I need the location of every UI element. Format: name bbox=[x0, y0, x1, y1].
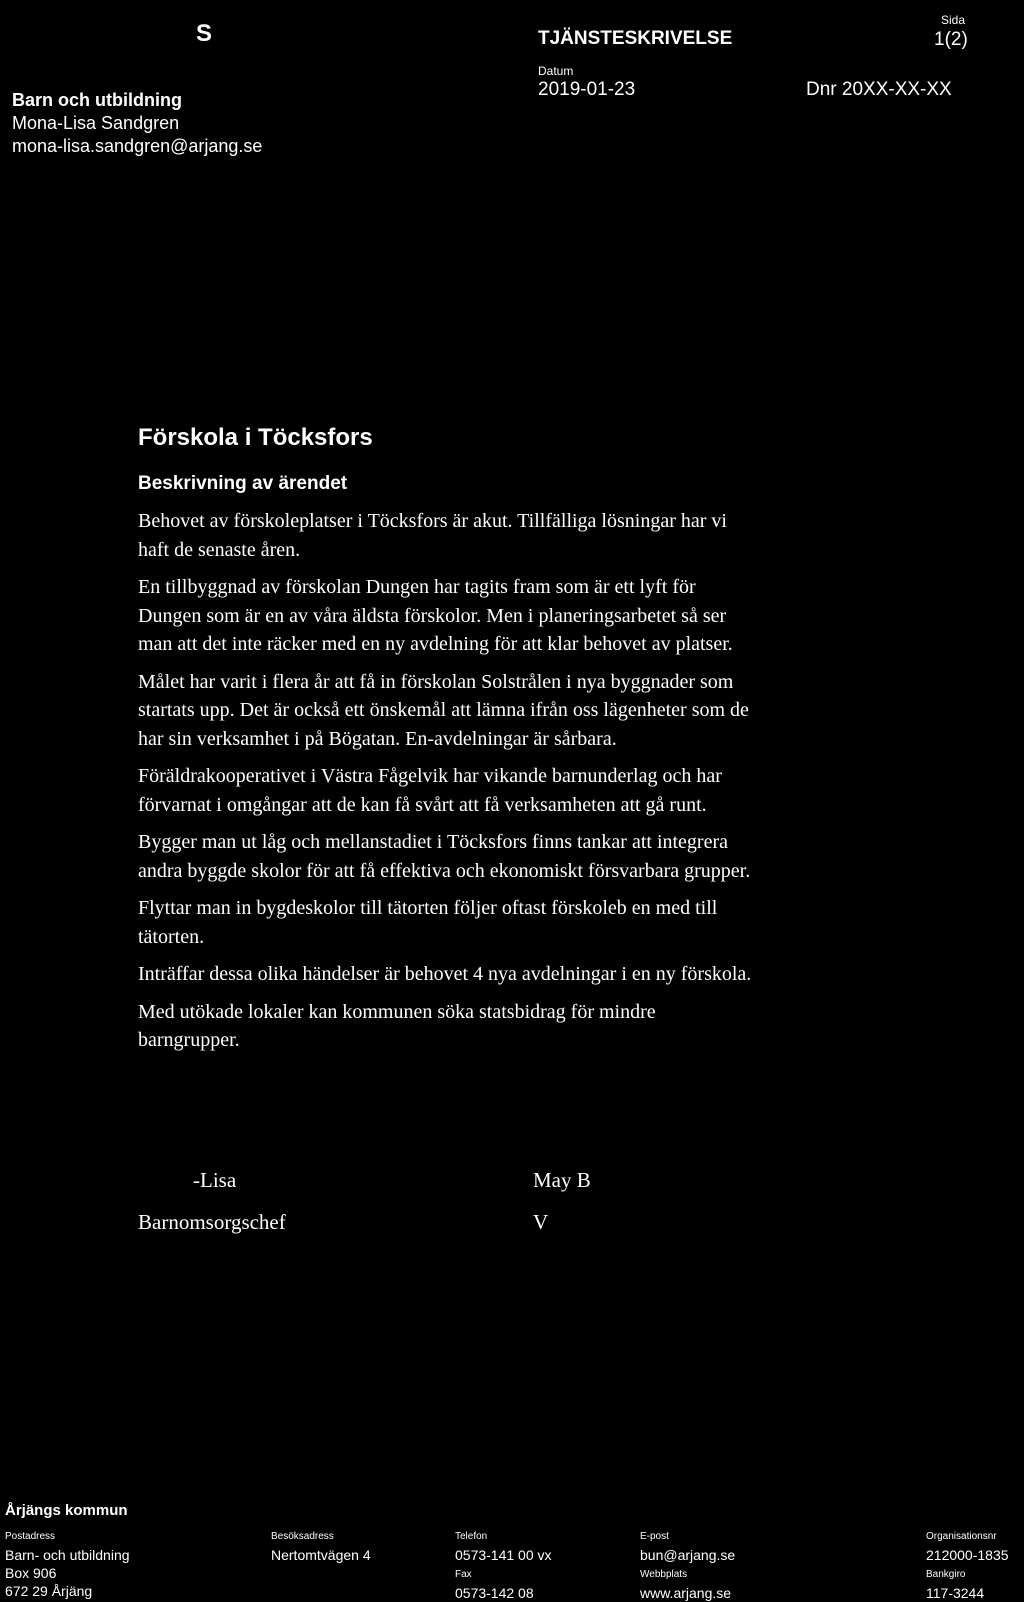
signature-left-title: Barnomsorgschef bbox=[138, 1210, 286, 1234]
date-label: Datum bbox=[538, 64, 574, 78]
phone-label: Telefon bbox=[455, 1531, 488, 1542]
visit-label: Besöksadress bbox=[271, 1531, 334, 1542]
author-email: mona-lisa.sandgren@arjang.se bbox=[12, 136, 263, 156]
paragraph: Inträffar dessa olika händelser är behovet 4 nya avdelningar i en ny förskola. bbox=[138, 963, 752, 985]
email-value: bun@arjang.se bbox=[640, 1547, 736, 1563]
phone-value: 0573-141 00 vx bbox=[455, 1547, 552, 1563]
postal-line: Box 906 bbox=[5, 1565, 57, 1581]
logo-letter: S bbox=[196, 20, 213, 47]
registration-number: Dnr 20XX-XX-XX bbox=[806, 79, 952, 100]
web-label: Webbplats bbox=[640, 1569, 688, 1580]
bankgiro-value: 117-3244 bbox=[926, 1585, 985, 1601]
department-name: Barn och utbildning bbox=[12, 90, 182, 110]
footer-visit bbox=[271, 1530, 371, 1564]
author-name: Mona-Lisa Sandgren bbox=[12, 113, 180, 133]
footer-organization: Årjängs kommun bbox=[5, 1502, 128, 1519]
paragraph: Föräldrakooperativet i Västra Fågelvik har vikande barnunderlag och har förvarnat i omgångar att de kan få svårt att få verksamheten att gå runt. bbox=[138, 765, 722, 816]
footer-orgnr bbox=[926, 1530, 1009, 1564]
web-value: www.arjang.se bbox=[640, 1585, 732, 1601]
page-number: 1(2) bbox=[934, 29, 968, 50]
footer-email bbox=[640, 1530, 735, 1564]
footer-web bbox=[640, 1568, 731, 1602]
paragraph: Målet har varit i flera år att få in förskolan Solstrålen i nya byggnader som startats upp. Det är också ett önskemål att lämna ifrån oss lägenheter som de har sin verksamhet i på Bögatan. En-avdelningar är sårbara. bbox=[138, 670, 749, 750]
date-value: 2019-01-23 bbox=[538, 79, 636, 100]
paragraph: Med utökade lokaler kan kommunen söka statsbidrag för mindre barngrupper. bbox=[138, 1000, 656, 1051]
postal-label: Postadress bbox=[5, 1531, 56, 1542]
postal-line: 672 29 Årjäng bbox=[5, 1583, 93, 1599]
document-title: Förskola i Töcksfors bbox=[138, 424, 373, 451]
signature-left-name: -Lisa bbox=[193, 1168, 237, 1192]
visit-address: Nertomtvägen 4 bbox=[271, 1547, 371, 1563]
orgnr-label: Organisationsnr bbox=[926, 1531, 997, 1542]
paragraph: Bygger man ut låg och mellanstadiet i Töcksfors finns tankar att integrera andra byggde skolor för att få effektiva och ekonomiskt försvarbara grupper. bbox=[138, 831, 751, 882]
section-heading: Beskrivning av ärendet bbox=[138, 473, 348, 494]
bankgiro-label: Bankgiro bbox=[926, 1569, 966, 1580]
email-label: E-post bbox=[640, 1531, 669, 1542]
footer-postal bbox=[5, 1530, 130, 1600]
page-label: Sida bbox=[941, 13, 966, 27]
body-text bbox=[138, 507, 898, 1064]
fax-value: 0573-142 08 bbox=[455, 1585, 534, 1601]
paragraph: En tillbyggnad av förskolan Dungen har tagits fram som är ett lyft för Dungen som är en av våra äldsta förskolor. Men i planeringsarbetet så ser man att det inte räcker med en ny avdelning för att klar behovet av platser. bbox=[138, 576, 733, 655]
document-type: TJÄNSTESKRIVELSE bbox=[538, 28, 733, 49]
signature-right-name: May B bbox=[533, 1168, 591, 1192]
footer-fax bbox=[455, 1568, 534, 1602]
postal-line: Barn- och utbildning bbox=[5, 1547, 130, 1563]
footer-bankgiro bbox=[926, 1568, 984, 1602]
fax-label: Fax bbox=[455, 1569, 472, 1580]
footer-phone bbox=[455, 1530, 552, 1564]
signature-right-title: V bbox=[533, 1210, 549, 1234]
paragraph: Flyttar man in bygdeskolor till tätorten följer oftast förskoleb en med till tätorten. bbox=[138, 897, 718, 948]
paragraph: Behovet av förskoleplatser i Töcksfors är akut. Tillfälliga lösningar har vi haft de senaste åren. bbox=[138, 510, 727, 561]
orgnr-value: 212000-1835 bbox=[926, 1547, 1009, 1563]
